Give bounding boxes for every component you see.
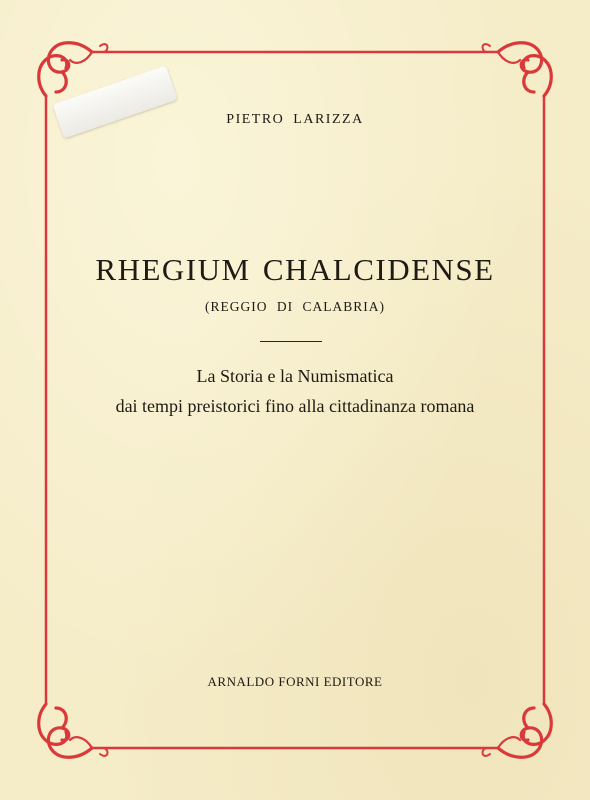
author-name: PIETRO LARIZZA bbox=[226, 112, 364, 127]
description-line-2: dai tempi preistorici fino alla cittadinanza romana bbox=[115, 396, 475, 416]
corner-ornament-top-right bbox=[483, 43, 552, 96]
corner-ornament-bottom-left bbox=[39, 704, 108, 757]
description-line-1: La Storia e la Numismatica bbox=[196, 366, 394, 386]
title-divider bbox=[260, 341, 322, 342]
book-title: RHEGIUM CHALCIDENSE bbox=[95, 252, 495, 287]
corner-ornament-bottom-right bbox=[483, 704, 552, 757]
book-subtitle: (REGGIO DI CALABRIA) bbox=[205, 299, 385, 314]
publisher-name: ARNALDO FORNI EDITORE bbox=[207, 674, 383, 689]
